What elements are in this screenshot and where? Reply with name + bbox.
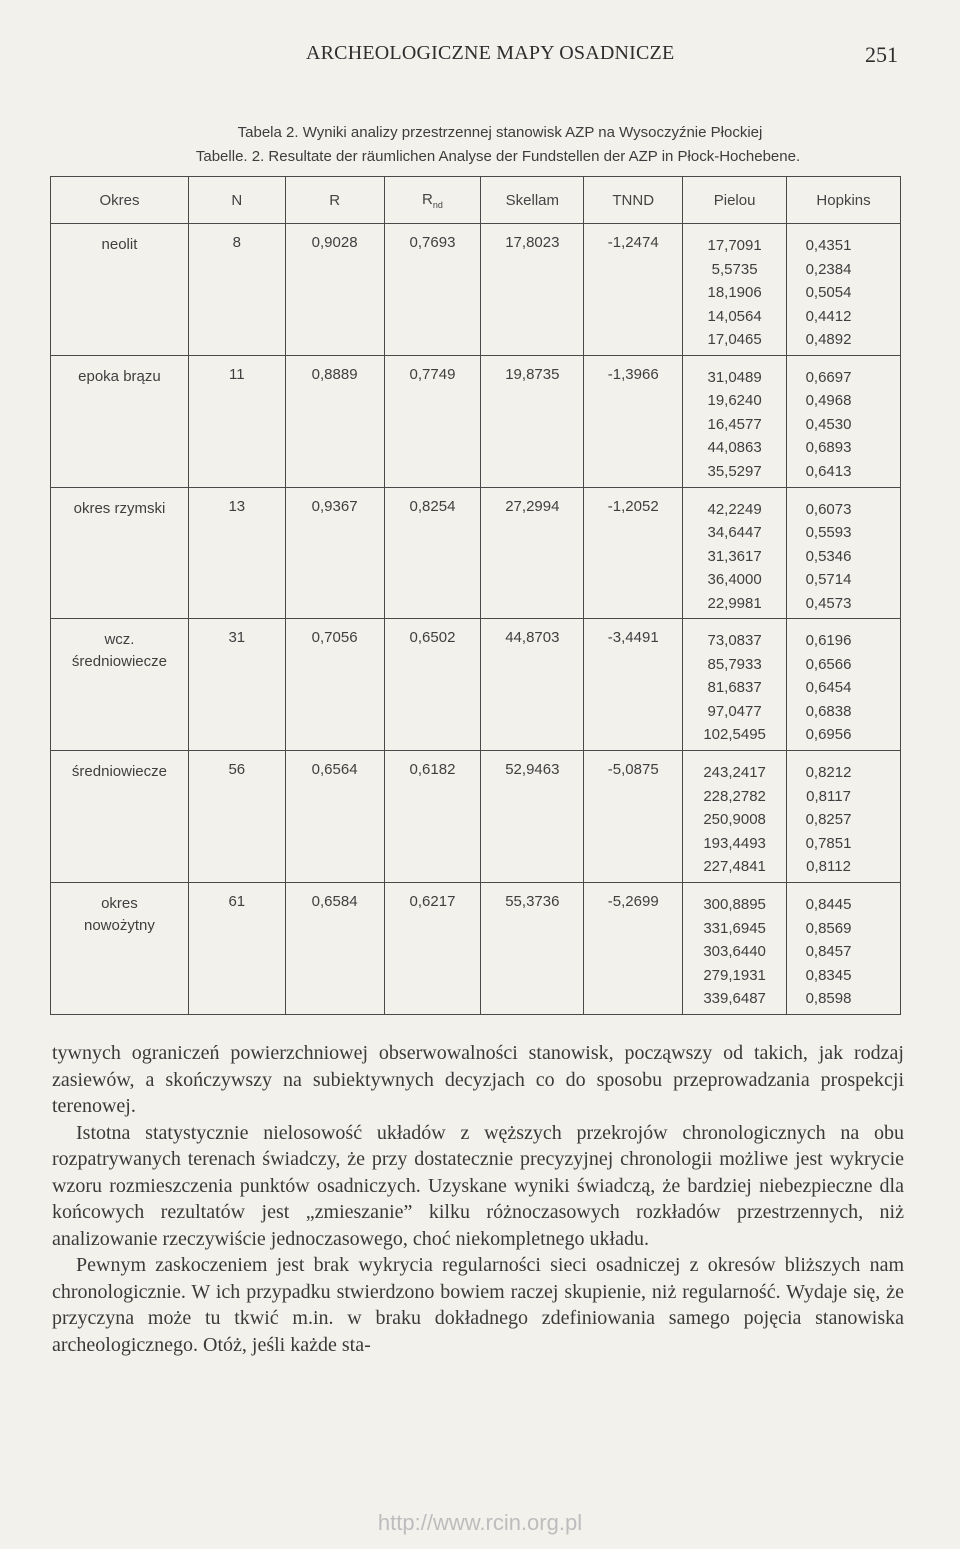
period-label: neolit [101, 236, 138, 253]
n-cell: 61 [188, 883, 285, 1015]
table-row [51, 883, 901, 1015]
pielou-value: 81,6837 [707, 679, 762, 697]
header-r: R [285, 177, 384, 224]
hopkins-value: 0,8445 [805, 896, 852, 914]
pielou-value: 102,5495 [703, 726, 766, 744]
table-row [51, 751, 901, 883]
hopkins-value: 0,6566 [805, 655, 852, 673]
period-cell [51, 619, 189, 751]
r-cell: 0,9028 [285, 224, 384, 356]
hopkins-value: 0,8345 [805, 966, 852, 984]
hopkins-values [787, 498, 870, 616]
hopkins-value: 0,6413 [805, 462, 852, 480]
table-caption-german: Tabelle. 2. Resultate der räumlichen Analyse der Fundstellen der AZP in Płock-Hochebene. [195, 148, 801, 165]
hopkins-value: 0,6454 [805, 679, 852, 697]
hopkins-values [787, 234, 870, 352]
pielou-values [683, 366, 786, 484]
hopkins-value: 0,2384 [805, 260, 852, 278]
header-pielou: Pielou [683, 177, 787, 224]
n-cell: 8 [188, 224, 285, 356]
period-label: epoka brązu [78, 367, 161, 385]
pielou-values [683, 629, 786, 747]
pielou-value: 42,2249 [707, 500, 762, 518]
hopkins-value: 0,8598 [805, 990, 852, 1008]
header-skellam: Skellam [481, 177, 584, 224]
tnnd-cell: -5,2699 [584, 883, 683, 1015]
pielou-value: 31,0489 [707, 368, 762, 386]
pielou-value: 243,2417 [703, 764, 766, 782]
hopkins-value: 0,6697 [805, 368, 852, 386]
r-cell: 0,8889 [285, 355, 384, 487]
pielou-value: 36,4000 [707, 571, 762, 589]
hopkins-value: 0,6893 [805, 439, 852, 457]
pielou-value: 34,6447 [707, 524, 762, 542]
header-hopkins: Hopkins [787, 177, 901, 224]
page-number: 251 [865, 42, 898, 67]
pielou-values [683, 498, 786, 616]
hopkins-value: 0,6073 [805, 500, 852, 518]
r-cell: 0,6564 [285, 751, 384, 883]
pielou-value: 17,7091 [707, 237, 762, 254]
header-okres: Okres [51, 177, 189, 224]
pielou-value: 19,6240 [707, 392, 762, 410]
table-row [51, 487, 901, 619]
pielou-value: 18,1906 [707, 284, 762, 301]
pielou-cell [683, 619, 787, 751]
hopkins-cell [787, 751, 901, 883]
tnnd-cell: -5,0875 [584, 751, 683, 883]
paragraph-2: Istotna statystycznie nielosowość układów z węższych przekrojów chronologicznych na obu rozpatrywanych terenach świadczy, że przy dostatecznie precyzyjnej chronologii możliwe jest wykrycie wzoru rozmieszczenia punktów osadniczych. Uzyskane wyniki świadczą, że bardziej niebezpieczne dla końcowych rezultatów jest „zmieszanie” kilku różnoczasowych rozkładów przestrzennych, niż analizowanie rzeczywiście jednoczasowego, choć niekompletnego układu. [52, 1121, 904, 1250]
running-title: ARCHEOLOGICZNE MAPY OSADNICZE [306, 42, 675, 64]
source-url: http://www.rcin.org.pl [377, 1510, 583, 1535]
skellam-cell: 55,3736 [481, 883, 584, 1015]
pielou-value: 73,0837 [707, 632, 762, 650]
tnnd-cell: -3,4491 [584, 619, 683, 751]
hopkins-cell [787, 883, 901, 1015]
pielou-cell [683, 883, 787, 1015]
header-tnnd: TNND [584, 177, 683, 224]
paragraph-3: Pewnym zaskoczeniem jest brak wykrycia regularności sieci osadniczej z okresów bliższych nam chronologicznie. W ich przypadku stwierdzono bowiem raczej skupienie, niż regularność. Wydaje się, że przyczyna może tu tkwić m.in. w braku dokładnego zdefiniowania samego pojęcia stanowiska archeologicznego. Otóż, jeśli każde sta- [52, 1254, 904, 1356]
pielou-cell [683, 487, 787, 619]
hopkins-value: 0,8457 [805, 943, 852, 961]
hopkins-value: 0,8569 [805, 919, 852, 937]
hopkins-value: 0,5714 [805, 571, 852, 589]
n-cell: 11 [188, 355, 285, 487]
skellam-cell: 44,8703 [481, 619, 584, 751]
hopkins-value: 0,4530 [805, 415, 852, 433]
table-caption-polish: Tabela 2. Wyniki analizy przestrzennej stanowisk AZP na Wysoczyźnie Płockiej [237, 124, 763, 141]
hopkins-values [787, 366, 870, 484]
pielou-value: 14,0564 [707, 307, 762, 325]
hopkins-value: 0,8112 [806, 858, 851, 876]
pielou-value: 31,3617 [707, 547, 762, 565]
skellam-cell: 27,2994 [481, 487, 584, 619]
hopkins-value: 0,4892 [805, 331, 852, 348]
table-row [51, 224, 901, 356]
pielou-value: 250,9008 [703, 811, 766, 829]
hopkins-value: 0,4351 [805, 237, 852, 254]
hopkins-value: 0,8212 [805, 764, 852, 782]
rnd-cell: 0,7749 [384, 355, 481, 487]
period-cell [51, 883, 189, 1015]
r-cell: 0,6584 [285, 883, 384, 1015]
period-label: wcz. [104, 631, 135, 649]
hopkins-values [787, 629, 870, 747]
period-cell [51, 751, 189, 883]
header-n: N [188, 177, 285, 224]
pielou-value: 279,1931 [703, 966, 766, 984]
rnd-cell: 0,6502 [384, 619, 481, 751]
rnd-cell: 0,6182 [384, 751, 481, 883]
pielou-value: 97,0477 [707, 702, 762, 720]
pielou-value: 227,4841 [703, 858, 766, 876]
tnnd-cell: -1,2052 [584, 487, 683, 619]
paragraph-1: tywnych ograniczeń powierzchniowej obserwowalności stanowisk, począwszy od takich, jak rodzaj zasiewów, a skończywszy na subiektywnych decyzjach co do sposobu przeprowadzania prospekcji terenowej. [52, 1042, 904, 1117]
n-cell: 13 [188, 487, 285, 619]
n-cell: 31 [188, 619, 285, 751]
pielou-value: 331,6945 [703, 919, 766, 937]
hopkins-value: 0,8117 [806, 787, 851, 805]
tnnd-cell: -1,3966 [584, 355, 683, 487]
skellam-cell: 52,9463 [481, 751, 584, 883]
period-cell [51, 224, 189, 356]
pielou-value: 16,4577 [707, 415, 762, 433]
hopkins-value: 0,6956 [805, 726, 852, 744]
skellam-cell: 17,8023 [481, 224, 584, 356]
period-label: średniowiecze [71, 763, 167, 781]
results-table [50, 176, 901, 1015]
period-cell [51, 355, 189, 487]
period-label: okres [101, 895, 138, 913]
hopkins-value: 0,4968 [805, 392, 852, 410]
pielou-value: 35,5297 [707, 462, 762, 480]
header-rnd-sub: nd [432, 199, 443, 210]
pielou-value: 44,0863 [707, 439, 762, 457]
hopkins-values [787, 761, 870, 879]
body-text [52, 1040, 904, 1358]
table-header-row [51, 177, 901, 224]
hopkins-value: 0,4412 [805, 307, 852, 325]
pielou-value: 22,9981 [707, 594, 762, 612]
tnnd-cell: -1,2474 [584, 224, 683, 356]
hopkins-cell [787, 224, 901, 356]
pielou-cell [683, 224, 787, 356]
rnd-cell: 0,7693 [384, 224, 481, 356]
hopkins-value: 0,8257 [805, 811, 852, 829]
running-header [306, 42, 898, 72]
hopkins-cell [787, 619, 901, 751]
pielou-value: 85,7933 [707, 655, 762, 673]
pielou-cell [683, 355, 787, 487]
hopkins-value: 0,7851 [805, 834, 852, 852]
period-label: nowożytny [84, 917, 155, 935]
pielou-value: 17,0465 [707, 331, 762, 348]
skellam-cell: 19,8735 [481, 355, 584, 487]
pielou-value: 303,6440 [703, 943, 766, 961]
pielou-value: 339,6487 [703, 990, 766, 1008]
hopkins-cell [787, 355, 901, 487]
rnd-cell: 0,8254 [384, 487, 481, 619]
hopkins-value: 0,5346 [805, 547, 852, 565]
pielou-values [683, 893, 786, 1011]
pielou-cell [683, 751, 787, 883]
hopkins-value: 0,5054 [805, 284, 852, 301]
hopkins-values [787, 893, 870, 1011]
pielou-value: 5,5735 [711, 260, 758, 278]
table-row [51, 619, 901, 751]
header-rnd [384, 177, 481, 224]
table-row [51, 355, 901, 487]
hopkins-value: 0,6838 [805, 702, 852, 720]
pielou-value: 300,8895 [703, 896, 766, 914]
r-cell: 0,7056 [285, 619, 384, 751]
hopkins-value: 0,4573 [805, 594, 852, 612]
period-label: okres rzymski [73, 499, 166, 517]
pielou-value: 228,2782 [703, 787, 766, 805]
rnd-cell: 0,6217 [384, 883, 481, 1015]
hopkins-cell [787, 487, 901, 619]
r-cell: 0,9367 [285, 487, 384, 619]
period-label: średniowiecze [71, 653, 167, 671]
n-cell: 56 [188, 751, 285, 883]
header-rnd-base: R [422, 190, 433, 208]
hopkins-value: 0,5593 [805, 524, 852, 542]
hopkins-value: 0,6196 [805, 632, 852, 650]
pielou-values [683, 234, 786, 352]
pielou-value: 193,4493 [703, 834, 766, 852]
pielou-values [683, 761, 786, 879]
period-cell [51, 487, 189, 619]
